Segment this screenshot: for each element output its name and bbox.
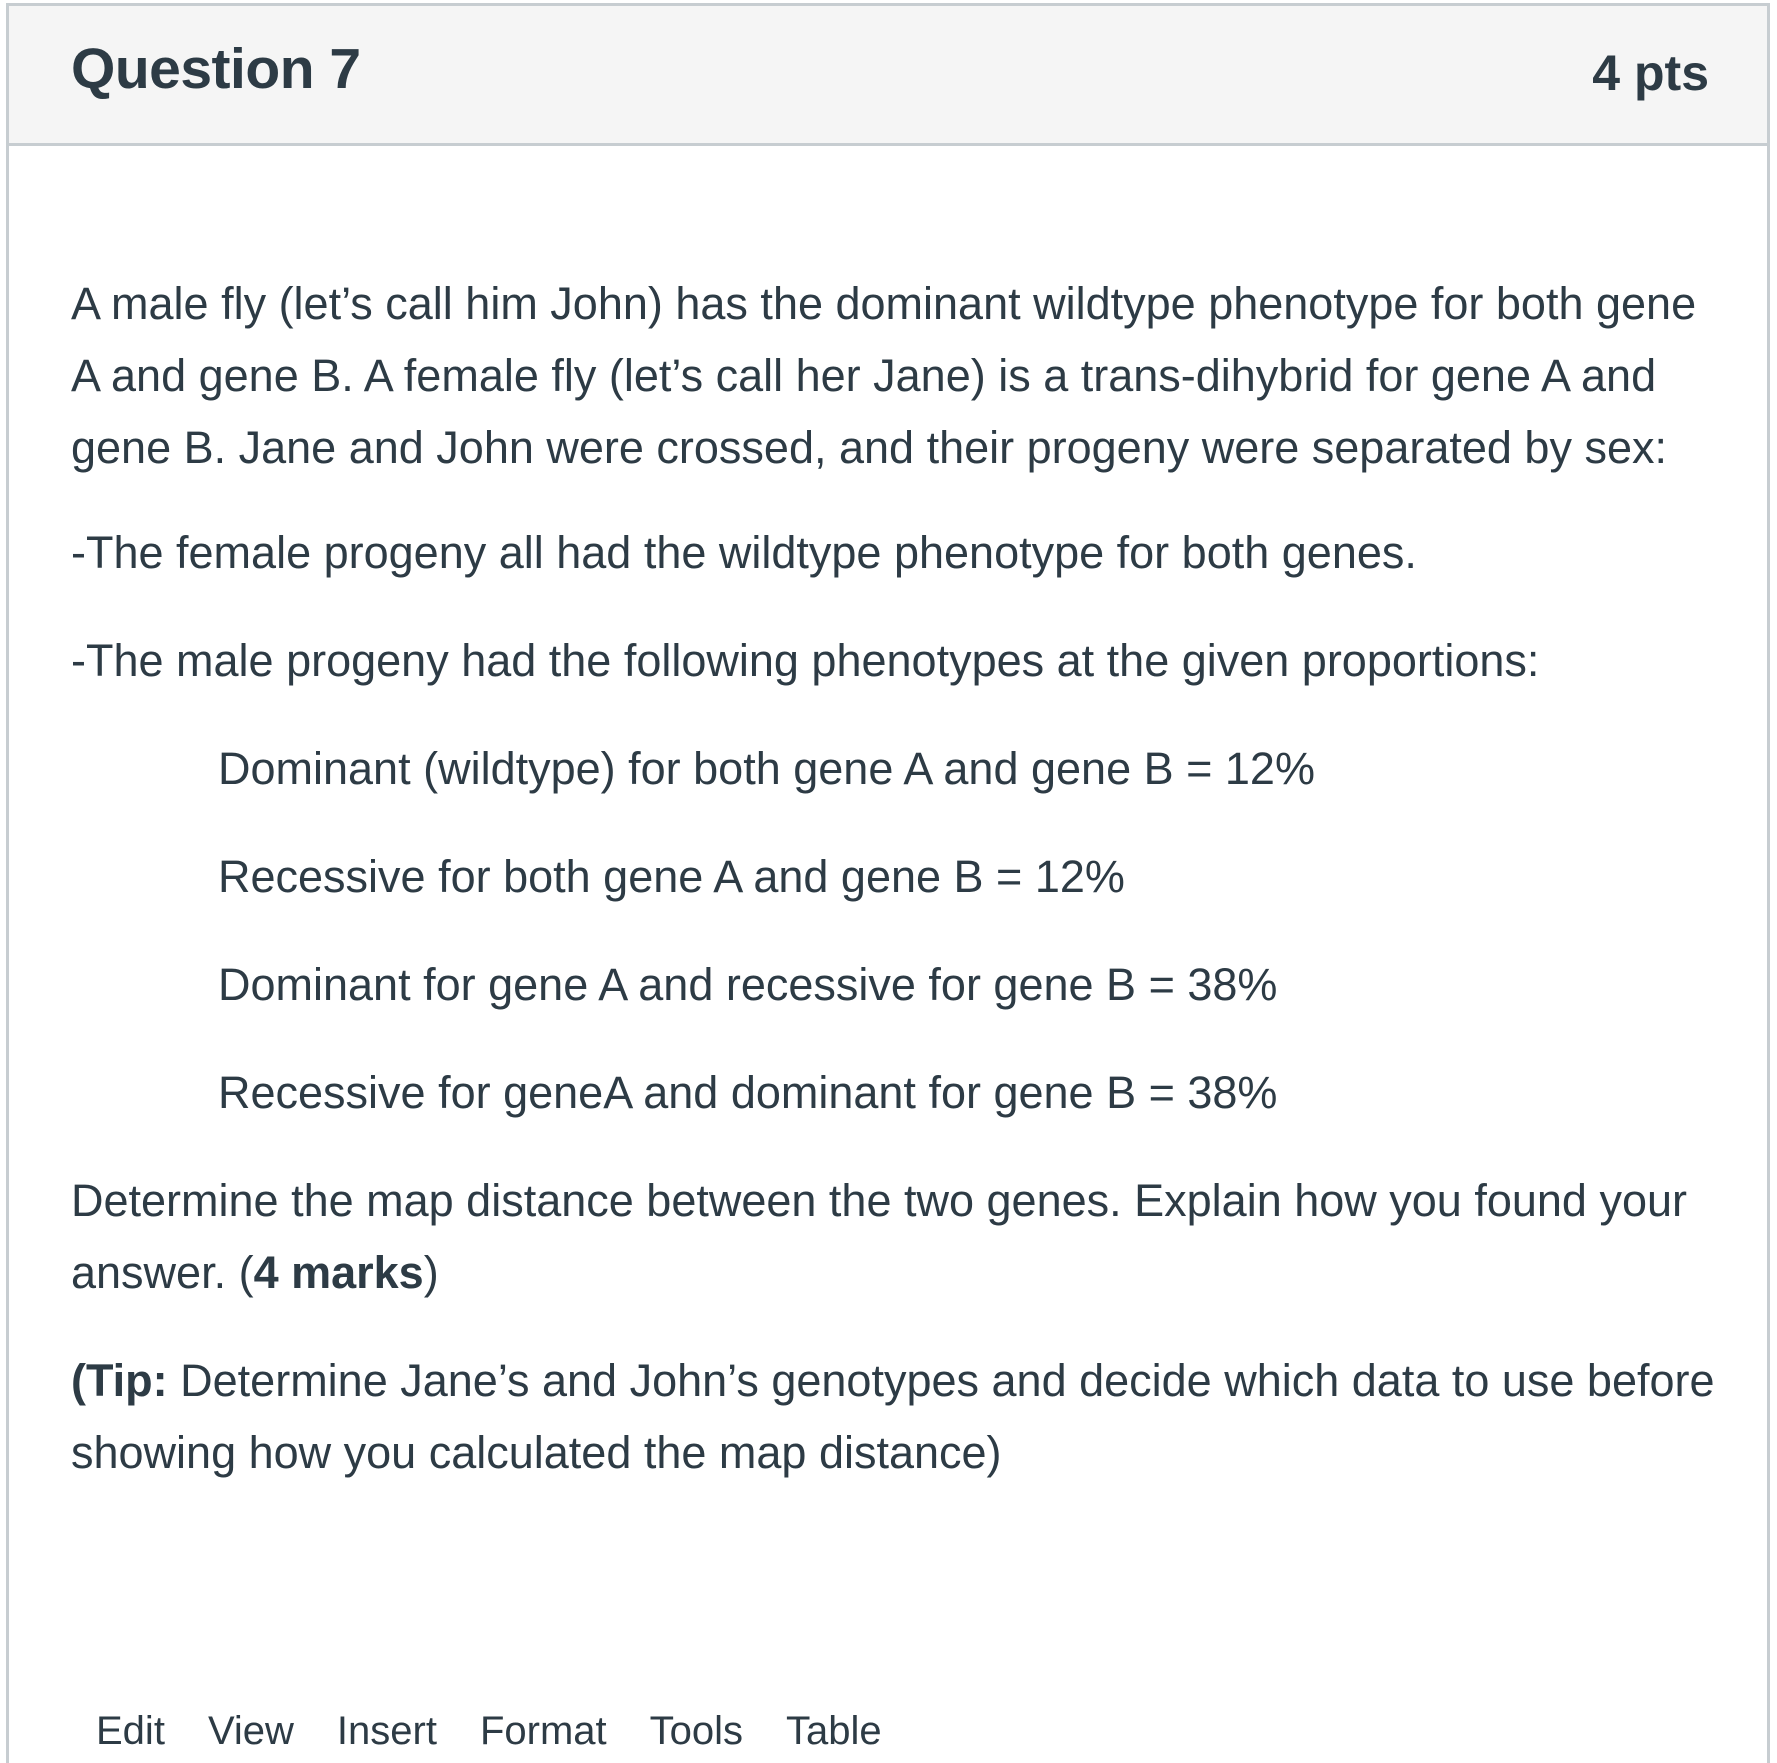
phenotype-item: Dominant (wildtype) for both gene A and gene B = 12% (218, 743, 1315, 794)
menu-tools[interactable]: Tools (649, 1708, 744, 1753)
question-title: Question 7 (71, 37, 361, 101)
task-marks: 4 marks (253, 1247, 424, 1298)
tip-text: Determine Jane’s and John’s genotypes and decide which data to use before showing how you calculated the map distance) (71, 1355, 1715, 1478)
tip-label: Tip: (86, 1355, 168, 1406)
menu-format[interactable]: Format (479, 1708, 607, 1753)
menu-table[interactable]: Table (786, 1708, 882, 1753)
question-header (9, 6, 1767, 146)
male-progeny-paragraph: -The male progeny had the following phenotypes at the given proportions: (71, 635, 1540, 686)
question-points: 4 pts (1592, 45, 1709, 101)
tip-paragraph (71, 1345, 1721, 1489)
menu-insert[interactable]: Insert (336, 1708, 437, 1753)
task-paragraph (71, 1165, 1721, 1309)
tip-open: ( (71, 1355, 86, 1406)
phenotype-item: Recessive for both gene A and gene B = 12% (218, 851, 1125, 902)
menu-edit[interactable]: Edit (96, 1708, 165, 1753)
question-text (71, 268, 1721, 1489)
female-progeny-paragraph: -The female progeny all had the wildtype phenotype for both genes. (71, 527, 1417, 578)
editor-menubar (9, 1701, 882, 1761)
menu-view[interactable]: View (207, 1708, 294, 1753)
question-intro-paragraph: A male fly (let’s call him John) has the dominant wildtype phenotype for both gene A and gene B. A female fly (let’s call her Jane) is a trans-dihybrid for gene A and gene B. Jane and John were crossed, and their progeny were separated by sex: (71, 278, 1697, 473)
phenotype-list (71, 733, 1721, 1129)
phenotype-item: Dominant for gene A and recessive for gene B = 38% (218, 959, 1278, 1010)
task-close: ) (423, 1247, 439, 1298)
question-card (6, 3, 1770, 1763)
phenotype-item: Recessive for geneA and dominant for gene B = 38% (218, 1067, 1278, 1118)
task-text: Determine the map distance between the two genes. Explain how you found your answer. ( (71, 1175, 1687, 1298)
